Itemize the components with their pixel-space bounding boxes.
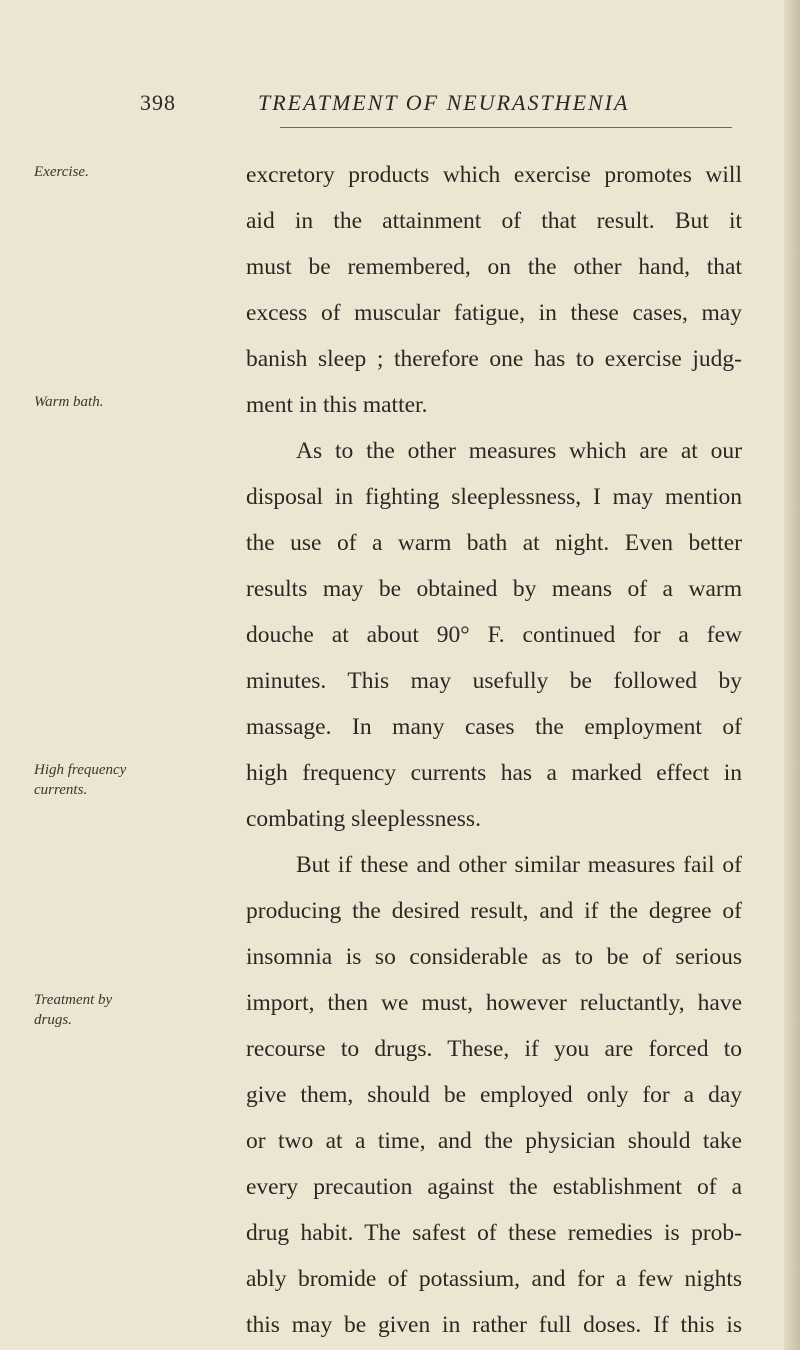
text-line: results may be obtained by means of a warm xyxy=(246,576,742,602)
sidenote-warm-bath xyxy=(34,392,234,412)
text-line: must be remembered, on the other hand, that xyxy=(246,254,742,280)
text-line: high frequency currents has a marked effect in xyxy=(246,760,742,786)
text-line: insomnia is so considerable as to be of serious xyxy=(246,944,742,970)
sidenote-line: Exercise. xyxy=(34,164,89,180)
header-rule xyxy=(280,127,732,128)
text-line: import, then we must, however reluctantly, have xyxy=(246,990,742,1016)
page-header xyxy=(140,90,660,130)
text-line: excretory products which exercise promotes will xyxy=(246,162,742,188)
body-text xyxy=(246,152,742,1348)
text-line: give them, should be employed only for a day xyxy=(246,1082,742,1108)
text-line: recourse to drugs. These, if you are forced to xyxy=(246,1036,742,1062)
text-line: banish sleep ; therefore one has to exercise judg- xyxy=(246,346,742,372)
text-line: or two at a time, and the physician should take xyxy=(246,1128,742,1154)
sidenote-line: High frequency xyxy=(34,762,127,778)
text-line: ment in this matter. xyxy=(246,392,428,418)
sidenote-line: Treatment by xyxy=(34,992,113,1008)
running-title: TREATMENT OF NEURASTHENIA xyxy=(258,90,630,115)
text-line: minutes. This may usefully be followed by xyxy=(246,668,742,694)
text-line: the use of a warm bath at night. Even better xyxy=(246,530,742,556)
page-edge xyxy=(784,0,800,1350)
text-line: drug habit. The safest of these remedies is prob- xyxy=(246,1220,742,1246)
text-line: As to the other measures which are at our xyxy=(296,438,742,464)
text-line: producing the desired result, and if the degree of xyxy=(246,898,742,924)
text-line: disposal in fighting sleeplessness, I may mention xyxy=(246,484,742,510)
sidenote-line: currents. xyxy=(34,782,88,798)
text-line: But if these and other similar measures fail of xyxy=(296,852,742,878)
sidenote-line: drugs. xyxy=(34,1012,72,1028)
sidenote-line: Warm bath. xyxy=(34,394,104,410)
text-line: every precaution against the establishment of a xyxy=(246,1174,742,1200)
sidenote-high-frequency xyxy=(34,760,234,800)
text-line: combating sleeplessness. xyxy=(246,806,481,832)
text-line: aid in the attainment of that result. But it xyxy=(246,208,742,234)
text-line: excess of muscular fatigue, in these cases, may xyxy=(246,300,742,326)
text-line: this may be given in rather full doses. If this is xyxy=(246,1312,742,1338)
page-number: 398 xyxy=(140,90,176,115)
sidenote-exercise xyxy=(34,162,234,182)
text-line: douche at about 90° F. continued for a few xyxy=(246,622,742,648)
text-line: ably bromide of potassium, and for a few nights xyxy=(246,1266,742,1292)
text-line: massage. In many cases the employment of xyxy=(246,714,742,740)
sidenote-treatment-by-drugs xyxy=(34,990,234,1030)
